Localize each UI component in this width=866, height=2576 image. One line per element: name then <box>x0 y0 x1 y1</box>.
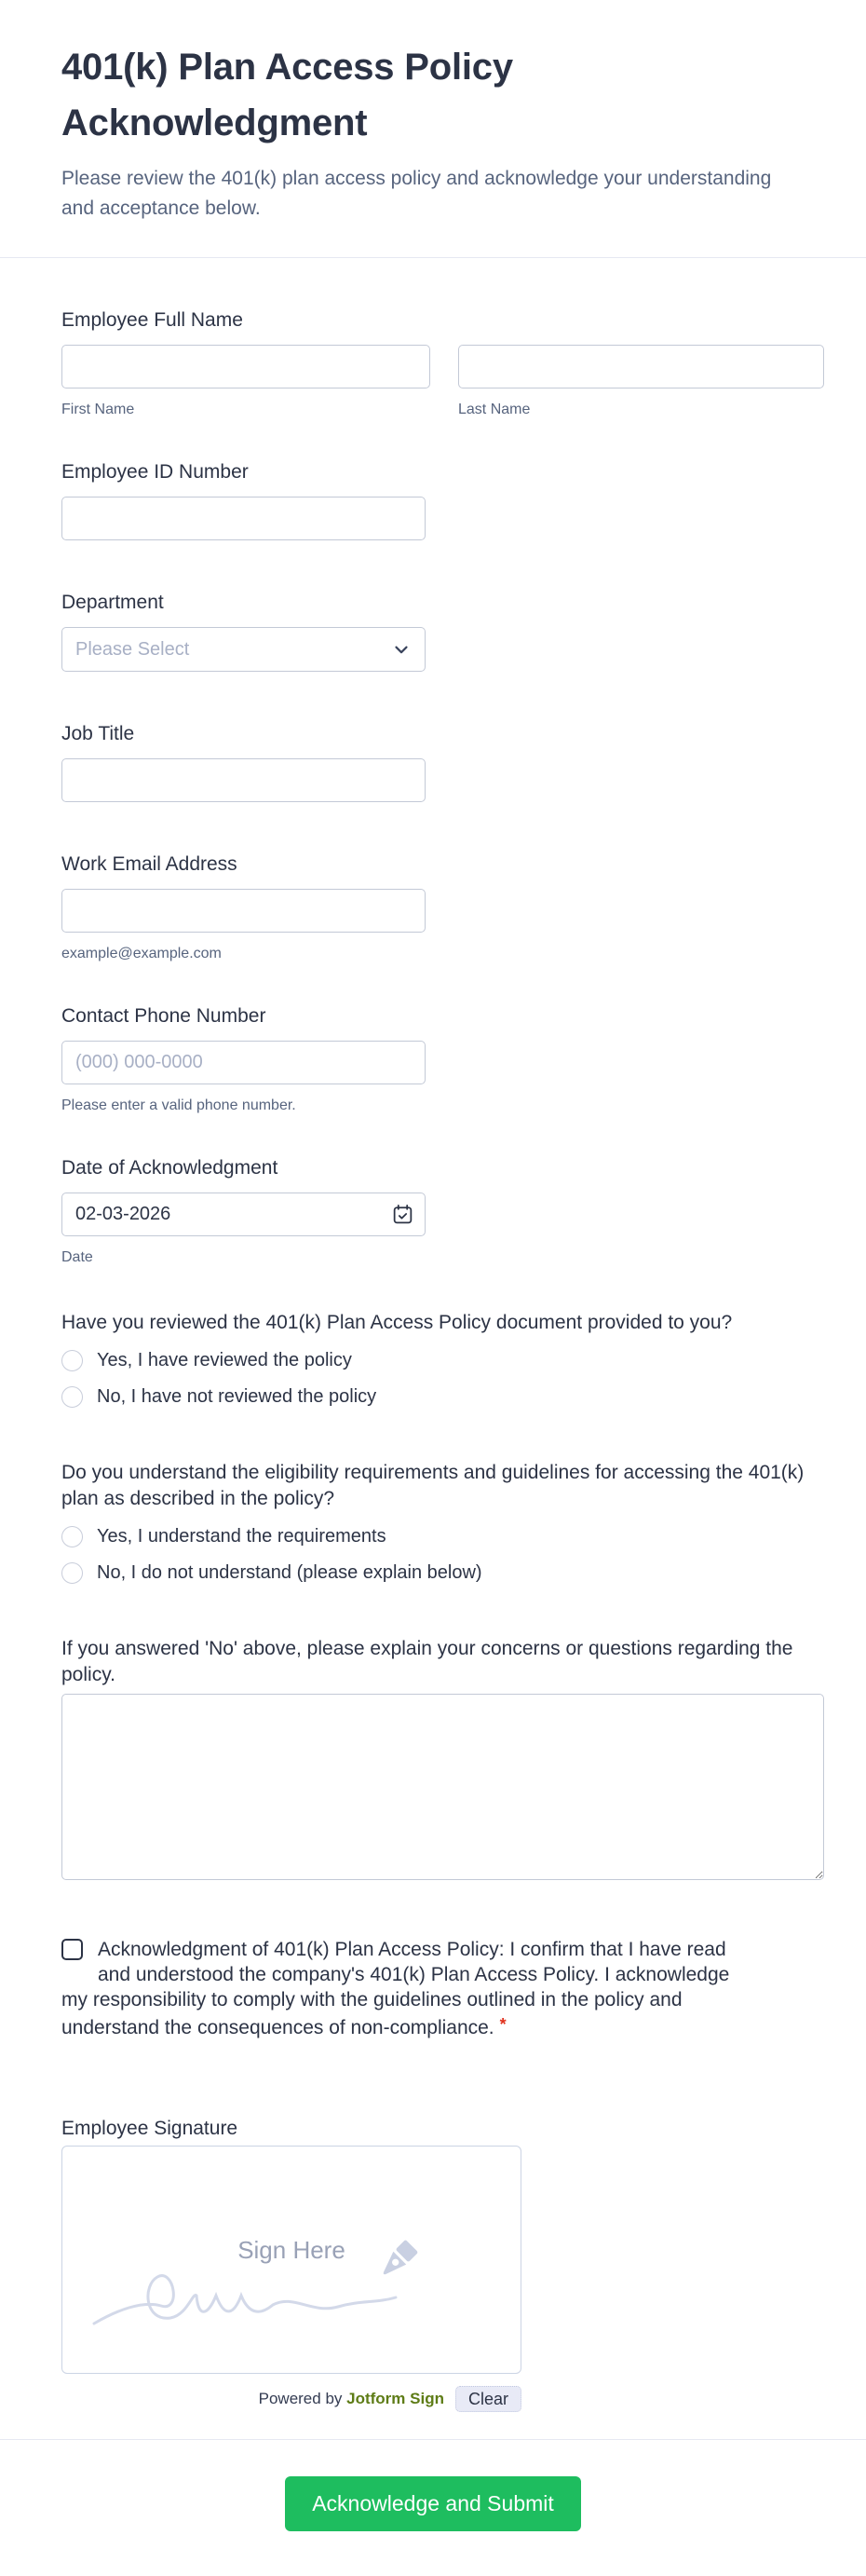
signature-footer <box>61 2386 521 2412</box>
department-label: Department <box>61 592 164 613</box>
powered-by-text <box>259 2390 444 2408</box>
first-name-input[interactable] <box>61 345 430 388</box>
page-subtitle: Please review the 401(k) plan access policy and acknowledge your understanding and acceptance below. <box>61 168 772 219</box>
understand-option-no-label: No, I do not understand (please explain below) <box>97 1562 482 1583</box>
understand-option-no[interactable] <box>61 1561 824 1584</box>
powered-by-label: Powered by <box>258 2390 343 2407</box>
name-row <box>61 345 824 417</box>
radio-button[interactable] <box>61 1526 83 1547</box>
signature-wrap <box>61 2146 521 2412</box>
email-input[interactable] <box>61 889 426 933</box>
radio-button[interactable] <box>61 1562 83 1584</box>
last-name-input[interactable] <box>458 345 824 388</box>
signature-squiggle <box>88 2256 405 2340</box>
reviewed-question-label: Have you reviewed the 401(k) Plan Access Policy document provided to you? <box>61 1312 733 1333</box>
page-title-line1: 401(k) Plan Access Policy <box>61 47 513 88</box>
department-field <box>61 593 824 672</box>
reviewed-option-no[interactable] <box>61 1385 824 1408</box>
phone-field <box>61 1006 824 1113</box>
last-name-sublabel: Last Name <box>458 402 531 417</box>
date-input[interactable] <box>61 1193 426 1236</box>
employee-id-input[interactable] <box>61 497 426 540</box>
form-header <box>0 0 866 224</box>
required-asterisk: * <box>499 2015 507 2034</box>
understand-options <box>61 1525 824 1584</box>
page-title-line2: Acknowledgment <box>61 102 368 143</box>
understand-question-label: Do you understand the eligibility requirements and guidelines for accessing the 401(k) plan as described in the policy? <box>61 1462 805 1509</box>
understand-question-field <box>61 1460 824 1584</box>
radio-button[interactable] <box>61 1350 83 1371</box>
jotform-sign-brand: Jotform Sign <box>346 2390 444 2407</box>
phone-label: Contact Phone Number <box>61 1005 266 1027</box>
department-select[interactable] <box>61 627 426 672</box>
reviewed-options <box>61 1349 824 1408</box>
signature-pad[interactable] <box>61 2146 521 2374</box>
date-sublabel: Date <box>61 1249 93 1265</box>
date-label: Date of Acknowledgment <box>61 1157 278 1179</box>
signature-label: Employee Signature <box>61 2118 238 2139</box>
chevron-down-icon <box>391 639 412 660</box>
date-field <box>61 1158 824 1265</box>
last-name-col <box>458 345 824 417</box>
reviewed-option-yes-label: Yes, I have reviewed the policy <box>97 1350 352 1370</box>
page-title <box>61 39 805 151</box>
understand-option-yes[interactable] <box>61 1525 824 1547</box>
clear-signature-button[interactable]: Clear <box>455 2386 521 2412</box>
phone-input[interactable] <box>61 1041 426 1084</box>
employee-id-field <box>61 462 824 540</box>
reviewed-question-field <box>61 1310 824 1408</box>
full-name-field <box>61 310 824 417</box>
pen-nib-icon <box>373 2234 422 2286</box>
form-footer <box>0 2439 866 2576</box>
reviewed-option-no-label: No, I have not reviewed the policy <box>97 1386 377 1407</box>
reviewed-option-yes[interactable] <box>61 1349 824 1371</box>
explain-field <box>61 1636 824 1885</box>
job-title-label: Job Title <box>61 723 135 744</box>
employee-id-label: Employee ID Number <box>61 461 249 483</box>
email-label: Work Email Address <box>61 853 237 875</box>
acknowledgment-field <box>61 1937 755 2040</box>
department-placeholder: Please Select <box>75 638 190 660</box>
radio-button[interactable] <box>61 1386 83 1408</box>
email-field <box>61 854 824 961</box>
explain-label: If you answered 'No' above, please explain your concerns or questions regarding the policy. <box>61 1638 793 1685</box>
sign-here-text: Sign Here <box>237 2236 345 2264</box>
signature-field <box>61 2119 824 2412</box>
explain-textarea[interactable] <box>61 1694 824 1880</box>
acknowledgment-text: Acknowledgment of 401(k) Plan Access Policy: I confirm that I have read and understood the company's 401(k) Plan Access Policy. I acknowledge my responsibility to comply with the guidelines outlined in the policy and understand the consequences of non-compliance. <box>61 1939 730 2038</box>
calendar-check-icon[interactable] <box>391 1203 414 1226</box>
submit-button[interactable]: Acknowledge and Submit <box>285 2476 581 2531</box>
understand-option-yes-label: Yes, I understand the requirements <box>97 1526 386 1547</box>
date-input-wrap <box>61 1193 426 1236</box>
first-name-col <box>61 345 430 417</box>
job-title-input[interactable] <box>61 758 426 802</box>
phone-sublabel: Please enter a valid phone number. <box>61 1097 296 1113</box>
job-title-field <box>61 724 824 802</box>
email-sublabel: example@example.com <box>61 946 222 961</box>
acknowledgment-checkbox[interactable] <box>61 1939 83 1960</box>
form-body <box>0 258 866 2412</box>
full-name-label: Employee Full Name <box>61 309 243 331</box>
first-name-sublabel: First Name <box>61 402 135 417</box>
